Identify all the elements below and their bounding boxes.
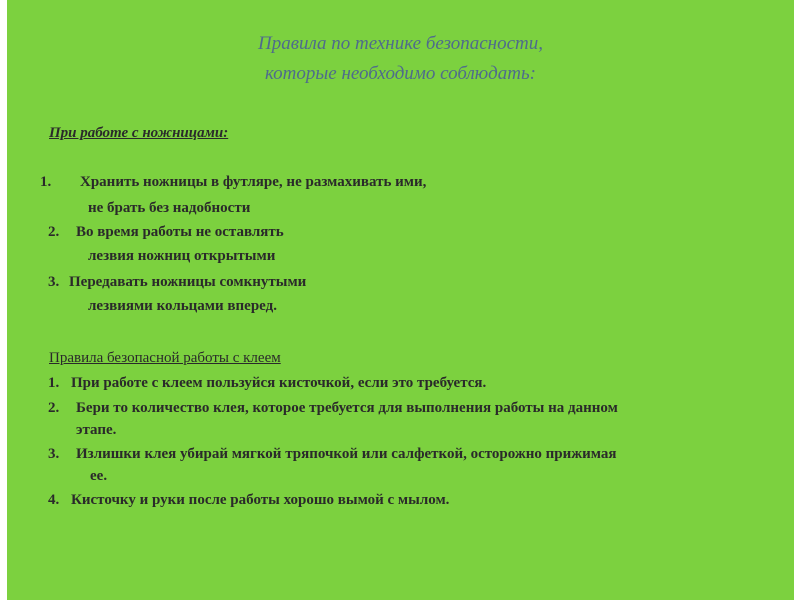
rule-text-line-1: Излишки клея убирай мягкой тряпочкой или салфеткой, осторожно прижимая — [76, 446, 617, 462]
rule-number: 3. — [48, 274, 60, 290]
slide-title-line-1: Правила по технике безопасности, — [257, 33, 543, 54]
rule-number: 2. — [48, 224, 60, 240]
rule-text-line-2: лезвия ножниц открытыми — [88, 248, 276, 264]
rule-text-line-1: Бери то количество клея, которое требуется для выполнения работы на данном — [76, 400, 618, 416]
rule-number: 3. — [48, 446, 60, 462]
rule-number: 1. — [48, 375, 60, 391]
slide — [7, 0, 794, 600]
rule-text-line-1: При работе с клеем пользуйся кисточкой, если это требуется. — [71, 375, 487, 391]
rule-text-line-2: этапе. — [76, 422, 117, 438]
scissors-heading: При работе с ножницами: — [49, 125, 229, 141]
glue-heading: Правила безопасной работы с клеем — [49, 350, 281, 366]
rule-number: 4. — [48, 492, 60, 508]
rule-text-line-1: Передавать ножницы сомкнутыми — [69, 274, 307, 290]
rule-text-line-1: Кисточку и руки после работы хорошо вымой с мылом. — [71, 492, 450, 508]
rule-text-line-2: не брать без надобности — [88, 200, 251, 216]
rule-text-line-1: Во время работы не оставлять — [76, 224, 284, 240]
rule-text-line-2: ее. — [90, 468, 108, 484]
rule-text-line-1: Хранить ножницы в футляре, не размахивать ими, — [80, 174, 427, 190]
rule-number: 2. — [48, 400, 60, 416]
slide-title-line-2: которые необходимо соблюдать: — [265, 63, 536, 84]
rule-text-line-2: лезвиями кольцами вперед. — [88, 298, 277, 314]
rule-number: 1. — [40, 174, 52, 190]
